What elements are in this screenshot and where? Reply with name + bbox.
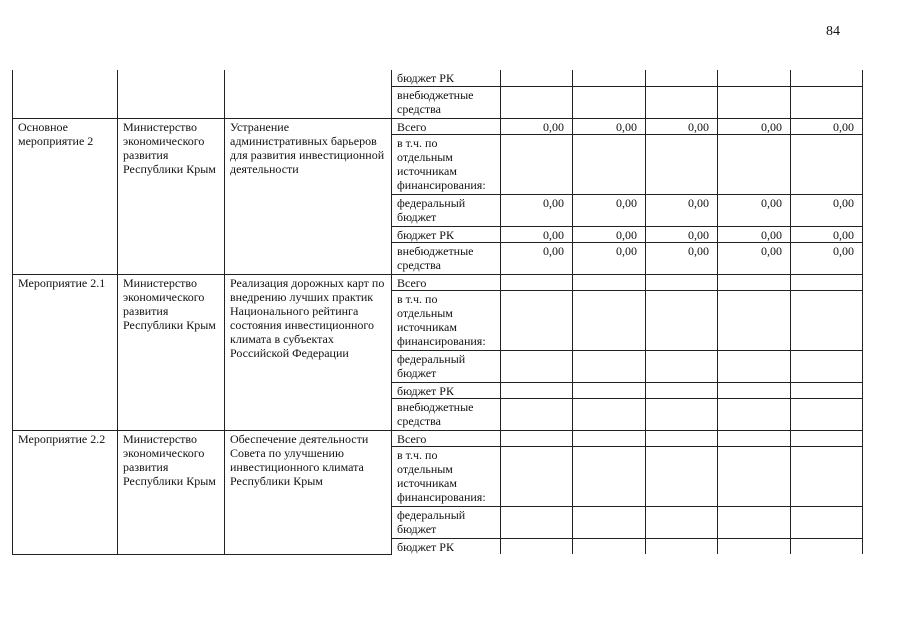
funding-source-cell: Всего xyxy=(392,274,501,290)
executor-cell: Министерство экономического развития Республики Крым xyxy=(118,274,225,430)
executor-cell: Министерство экономического развития Республики Крым xyxy=(118,430,225,554)
continued-description-cell xyxy=(225,70,392,118)
amount-cell xyxy=(791,70,863,86)
amount-cell xyxy=(791,86,863,118)
activity-name-cell: Мероприятие 2.1 xyxy=(13,274,118,430)
amount-cell xyxy=(501,430,573,446)
amount-cell xyxy=(501,538,573,554)
amount-cell xyxy=(791,398,863,430)
amount-cell xyxy=(573,446,646,506)
budget-table xyxy=(12,70,863,555)
table-body xyxy=(13,70,863,554)
amount-cell xyxy=(646,134,718,194)
continued-executor-cell xyxy=(118,70,225,118)
amount-cell xyxy=(573,134,646,194)
amount-cell xyxy=(573,274,646,290)
amount-cell: 0,00 xyxy=(646,242,718,274)
amount-cell xyxy=(718,350,791,382)
amount-cell xyxy=(646,274,718,290)
funding-source-cell: в т.ч. по отдельным источникам финансирования: xyxy=(392,290,501,350)
amount-cell xyxy=(646,398,718,430)
amount-cell xyxy=(791,350,863,382)
amount-cell xyxy=(501,134,573,194)
amount-cell xyxy=(791,446,863,506)
funding-source-cell: бюджет РК xyxy=(392,226,501,242)
amount-cell xyxy=(646,538,718,554)
description-cell: Устранение административных барьеров для развития инвестиционной деятельности xyxy=(225,118,392,274)
funding-source-cell: федеральный бюджет xyxy=(392,194,501,226)
amount-cell xyxy=(573,70,646,86)
amount-cell xyxy=(573,430,646,446)
funding-source-cell: бюджет РК xyxy=(392,382,501,398)
amount-cell xyxy=(791,506,863,538)
funding-source-cell: Всего xyxy=(392,118,501,134)
amount-cell: 0,00 xyxy=(501,118,573,134)
amount-cell xyxy=(718,274,791,290)
amount-cell xyxy=(718,86,791,118)
amount-cell xyxy=(791,430,863,446)
funding-source-cell: в т.ч. по отдельным источникам финансирования: xyxy=(392,446,501,506)
amount-cell xyxy=(501,290,573,350)
amount-cell: 0,00 xyxy=(791,226,863,242)
amount-cell xyxy=(791,382,863,398)
executor-cell: Министерство экономического развития Республики Крым xyxy=(118,118,225,274)
amount-cell xyxy=(718,538,791,554)
amount-cell: 0,00 xyxy=(646,226,718,242)
amount-cell xyxy=(646,290,718,350)
amount-cell xyxy=(718,134,791,194)
amount-cell xyxy=(646,506,718,538)
amount-cell xyxy=(718,446,791,506)
amount-cell: 0,00 xyxy=(573,118,646,134)
amount-cell xyxy=(791,538,863,554)
description-cell: Обеспечение деятельности Совета по улучшению инвестиционного климата Республики Крым xyxy=(225,430,392,554)
amount-cell xyxy=(501,446,573,506)
amount-cell xyxy=(646,70,718,86)
amount-cell: 0,00 xyxy=(718,226,791,242)
table-row xyxy=(13,274,863,290)
amount-cell xyxy=(791,290,863,350)
amount-cell: 0,00 xyxy=(718,194,791,226)
funding-source-cell: Всего xyxy=(392,430,501,446)
amount-cell xyxy=(573,538,646,554)
amount-cell: 0,00 xyxy=(573,194,646,226)
amount-cell xyxy=(718,70,791,86)
continued-name-cell xyxy=(13,70,118,118)
amount-cell: 0,00 xyxy=(501,242,573,274)
amount-cell xyxy=(573,382,646,398)
amount-cell: 0,00 xyxy=(501,194,573,226)
funding-source-cell: в т.ч. по отдельным источникам финансирования: xyxy=(392,134,501,194)
funding-source-cell: внебюджетные средства xyxy=(392,86,501,118)
amount-cell xyxy=(646,350,718,382)
amount-cell xyxy=(501,350,573,382)
amount-cell xyxy=(501,70,573,86)
amount-cell xyxy=(718,382,791,398)
table-row xyxy=(13,70,863,86)
amount-cell: 0,00 xyxy=(646,118,718,134)
amount-cell xyxy=(718,430,791,446)
table-row xyxy=(13,430,863,446)
page-number: 84 xyxy=(826,24,840,39)
activity-name-cell: Основное мероприятие 2 xyxy=(13,118,118,274)
amount-cell xyxy=(573,86,646,118)
funding-source-cell: федеральный бюджет xyxy=(392,506,501,538)
amount-cell xyxy=(501,506,573,538)
amount-cell xyxy=(501,86,573,118)
amount-cell xyxy=(501,398,573,430)
activity-name-cell: Мероприятие 2.2 xyxy=(13,430,118,554)
amount-cell: 0,00 xyxy=(573,226,646,242)
amount-cell xyxy=(791,274,863,290)
amount-cell xyxy=(791,134,863,194)
amount-cell xyxy=(646,382,718,398)
amount-cell xyxy=(573,350,646,382)
amount-cell: 0,00 xyxy=(791,194,863,226)
funding-source-cell: бюджет РК xyxy=(392,70,501,86)
amount-cell xyxy=(646,446,718,506)
amount-cell xyxy=(501,274,573,290)
amount-cell xyxy=(501,382,573,398)
amount-cell: 0,00 xyxy=(791,118,863,134)
amount-cell xyxy=(646,430,718,446)
amount-cell: 0,00 xyxy=(573,242,646,274)
amount-cell xyxy=(573,290,646,350)
description-cell: Реализация дорожных карт по внедрению лучших практик Национального рейтинга состояния инвестиционного климата в субъектах Российской Федерации xyxy=(225,274,392,430)
amount-cell: 0,00 xyxy=(646,194,718,226)
funding-source-cell: внебюджетные средства xyxy=(392,242,501,274)
amount-cell xyxy=(718,290,791,350)
amount-cell xyxy=(573,506,646,538)
funding-source-cell: федеральный бюджет xyxy=(392,350,501,382)
table-row xyxy=(13,118,863,134)
amount-cell xyxy=(573,398,646,430)
amount-cell xyxy=(646,86,718,118)
amount-cell: 0,00 xyxy=(718,118,791,134)
amount-cell: 0,00 xyxy=(791,242,863,274)
funding-source-cell: бюджет РК xyxy=(392,538,501,554)
funding-source-cell: внебюджетные средства xyxy=(392,398,501,430)
amount-cell: 0,00 xyxy=(718,242,791,274)
amount-cell xyxy=(718,398,791,430)
amount-cell: 0,00 xyxy=(501,226,573,242)
amount-cell xyxy=(718,506,791,538)
